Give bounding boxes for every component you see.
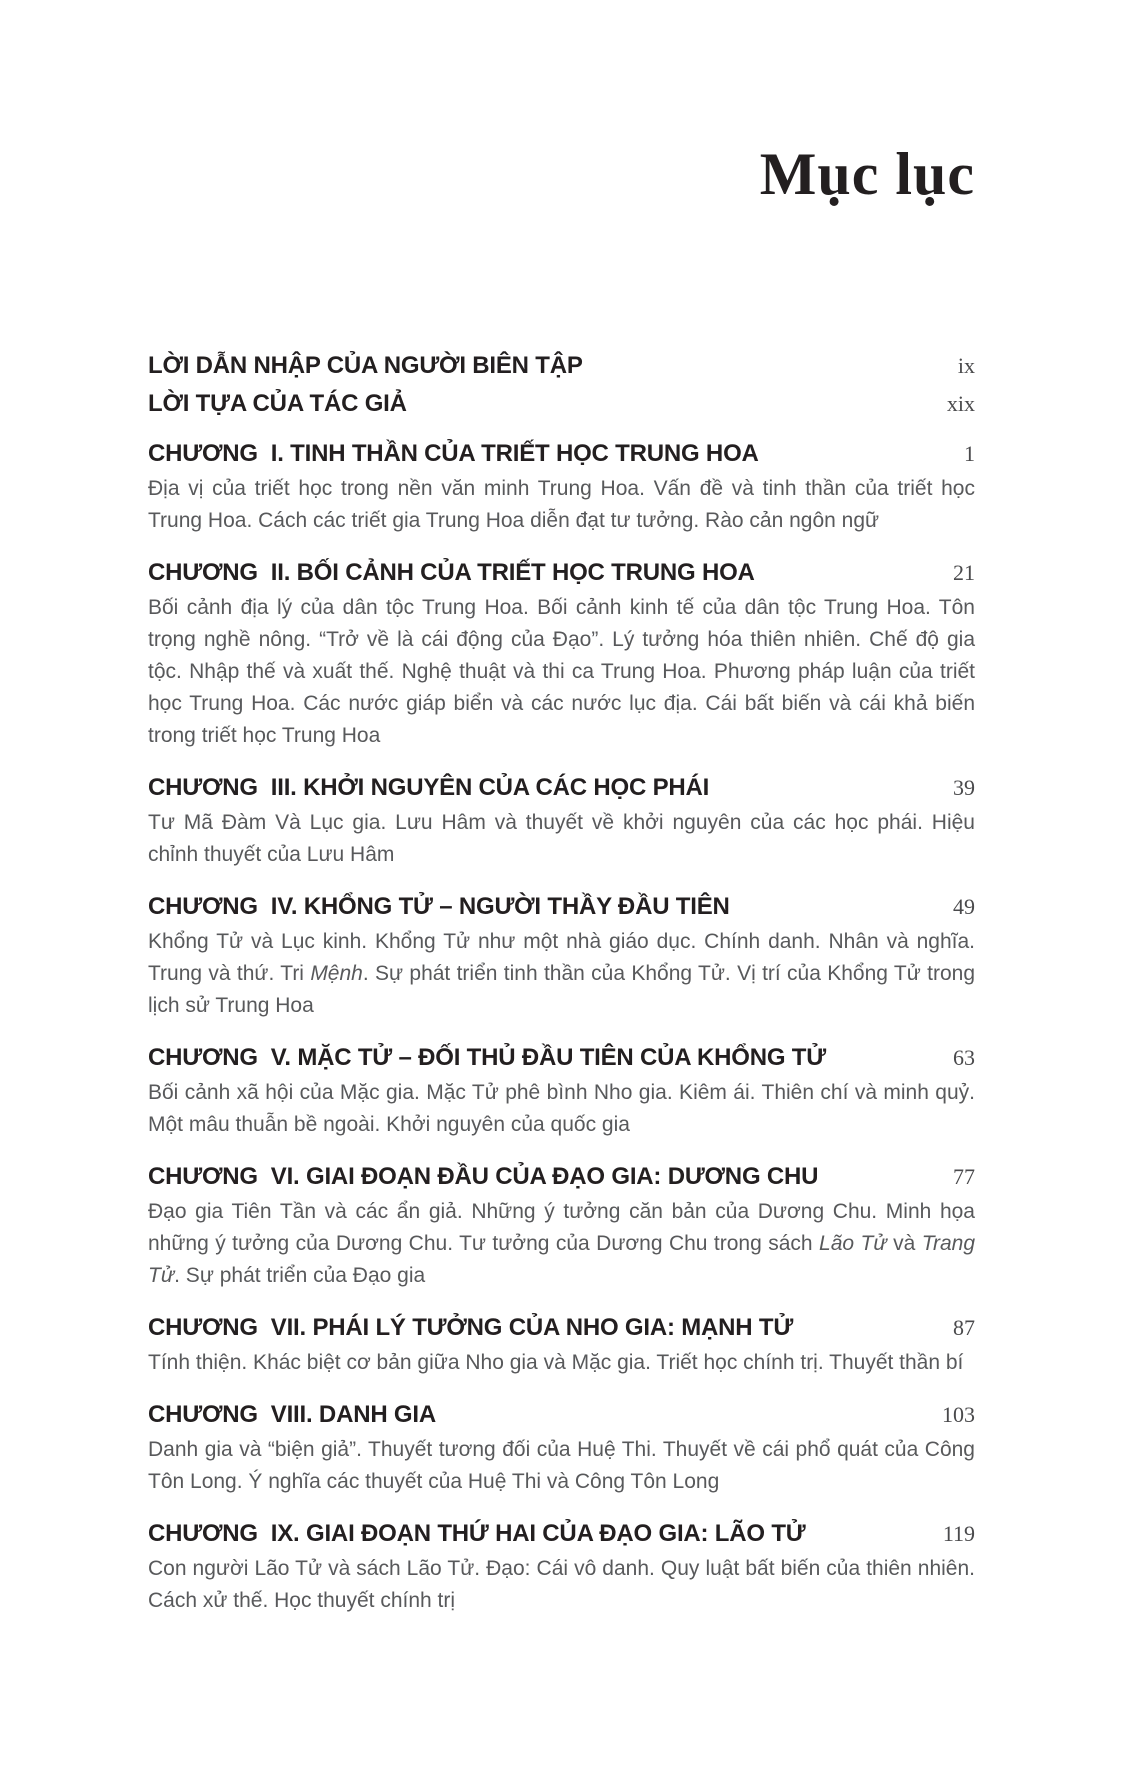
toc-entry-row [148, 1314, 975, 1342]
toc-entry-title: CHƯƠNG I. TINH THẦN CỦA TRIẾT HỌC TRUNG HOA [148, 440, 759, 467]
toc-entry-description [148, 1434, 975, 1498]
toc-entry [148, 774, 975, 871]
toc-entry-title: CHƯƠNG VI. GIAI ĐOẠN ĐẦU CỦA ĐẠO GIA: DƯƠNG CHU [148, 1163, 819, 1190]
toc-entry-row [148, 352, 975, 380]
page-title: Mục lục [759, 141, 975, 207]
toc-entry-description [148, 473, 975, 537]
toc-entry-row [148, 559, 975, 587]
toc-entry-title: LỜI TỰA CỦA TÁC GIẢ [148, 390, 407, 417]
toc-entry-page: 77 [953, 1164, 975, 1189]
toc-entry-description [148, 1553, 975, 1617]
description-segment: và [886, 1232, 922, 1255]
toc-entry-page: 119 [942, 1521, 975, 1546]
toc-entry-page: ix [957, 353, 975, 378]
toc-entry [148, 1044, 975, 1141]
toc-entry-page: 1 [964, 441, 975, 466]
toc-content [148, 352, 975, 1617]
toc-entry [148, 1163, 975, 1292]
toc-entry-row [148, 1520, 975, 1548]
toc-entry [148, 440, 975, 537]
toc-entry-row [148, 390, 975, 418]
toc-entry-row [148, 1163, 975, 1191]
toc-entry-row [148, 893, 975, 921]
toc-entry-description [148, 1077, 975, 1141]
toc-entry-title: CHƯƠNG III. KHỞI NGUYÊN CỦA CÁC HỌC PHÁI [148, 774, 710, 801]
toc-entry-title: CHƯƠNG VII. PHÁI LÝ TƯỞNG CỦA NHO GIA: MẠNH TỬ [148, 1314, 794, 1341]
description-segment: Khổng Tử và Lục kinh. Khổng Tử như một nhà giáo dục. Chính danh. Nhân và nghĩa. Trung và thứ. Tri [148, 930, 975, 985]
description-segment: Tính thiện. Khác biệt cơ bản giữa Nho gia và Mặc gia. Triết học chính trị. Thuyết thần bí [148, 1351, 964, 1374]
toc-entry [148, 1401, 975, 1498]
toc-entry-description [148, 926, 975, 1022]
toc-entry-row [148, 440, 975, 468]
toc-entry-row [148, 1044, 975, 1072]
description-segment: . Sự phát triển của Đạo gia [174, 1264, 426, 1287]
toc-entry [148, 390, 975, 418]
description-italic-segment: Lão Tử [819, 1232, 887, 1255]
description-segment: Con người Lão Tử và sách Lão Tử. Đạo: Cái vô danh. Quy luật bất biến của thiên nhiên. Cách xử thế. Học thuyết chính trị [148, 1557, 975, 1612]
toc-entry-description [148, 1196, 975, 1292]
front-matter-list [148, 352, 975, 418]
toc-entry-description [148, 1347, 975, 1379]
toc-entry [148, 559, 975, 752]
description-segment: Bối cảnh địa lý của dân tộc Trung Hoa. Bối cảnh kinh tế của dân tộc Trung Hoa. Tôn trọng nghề nông. “Trở về là cái động của Đạo”. Lý tưởng hóa thiên nhiên. Chế độ gia tộc. Nhập thế và xuất thế. Nghệ thuật và thi ca Trung Hoa. Phương pháp luận của triết học Trung Hoa. Các nước giáp biển và các nước lục địa. Cái bất biến và cái khả biến trong triết học Trung Hoa [148, 596, 975, 747]
chapter-list [148, 440, 975, 1617]
toc-entry-title: CHƯƠNG V. MẶC TỬ – ĐỐI THỦ ĐẦU TIÊN CỦA KHỔNG TỬ [148, 1044, 826, 1071]
toc-entry-title: CHƯƠNG IX. GIAI ĐOẠN THỨ HAI CỦA ĐẠO GIA: LÃO TỬ [148, 1520, 806, 1547]
toc-entry [148, 1314, 975, 1379]
description-segment: Tư Mã Đàm Và Lục gia. Lưu Hâm và thuyết về khởi nguyên của các học phái. Hiệu chỉnh thuyết của Lưu Hâm [148, 811, 975, 866]
toc-entry-description [148, 807, 975, 871]
toc-entry-row [148, 774, 975, 802]
toc-entry [148, 352, 975, 380]
description-segment: . Sự phát triển tinh thần của Khổng Tử. Vị trí của Khổng Tử trong lịch sử Trung Hoa [148, 962, 975, 1017]
toc-entry-description [148, 592, 975, 752]
toc-entry-page: 87 [953, 1315, 975, 1340]
toc-entry-page: xix [946, 391, 975, 416]
description-segment: Danh gia và “biện giả”. Thuyết tương đối của Huệ Thi. Thuyết về cái phổ quát của Công Tôn Long. Ý nghĩa các thuyết của Huệ Thi và Công Tôn Long [148, 1438, 975, 1493]
toc-entry-page: 21 [953, 560, 975, 585]
toc-entry-row [148, 1401, 975, 1429]
description-italic-segment: Trang Tử [148, 1232, 976, 1287]
toc-entry-page: 63 [953, 1045, 975, 1070]
description-italic-segment: Mệnh [310, 962, 363, 985]
toc-entry-title: CHƯƠNG IV. KHỔNG TỬ – NGƯỜI THẦY ĐẦU TIÊN [148, 893, 730, 920]
description-segment: Đạo gia Tiên Tần và các ẩn giả. Những ý tưởng căn bản của Dương Chu. Minh họa những ý tưởng của Dương Chu. Tư tưởng của Dương Chu trong sách [148, 1200, 975, 1255]
toc-entry-page: 49 [953, 894, 975, 919]
toc-entry [148, 893, 975, 1022]
toc-entry-page: 103 [942, 1402, 975, 1427]
toc-entry-title: CHƯƠNG II. BỐI CẢNH CỦA TRIẾT HỌC TRUNG HOA [148, 559, 755, 586]
toc-entry [148, 1520, 975, 1617]
toc-entry-page: 39 [953, 775, 975, 800]
description-segment: Bối cảnh xã hội của Mặc gia. Mặc Tử phê bình Nho gia. Kiêm ái. Thiên chí và minh quỷ. Một mâu thuẫn bề ngoài. Khởi nguyên của quốc gia [148, 1081, 975, 1136]
description-segment: Địa vị của triết học trong nền văn minh Trung Hoa. Vấn đề và tinh thần của triết học Trung Hoa. Cách các triết gia Trung Hoa diễn đạt tư tưởng. Rào cản ngôn ngữ [148, 477, 975, 532]
toc-entry-title: CHƯƠNG VIII. DANH GIA [148, 1401, 436, 1428]
toc-entry-title: LỜI DẪN NHẬP CỦA NGƯỜI BIÊN TẬP [148, 352, 583, 379]
